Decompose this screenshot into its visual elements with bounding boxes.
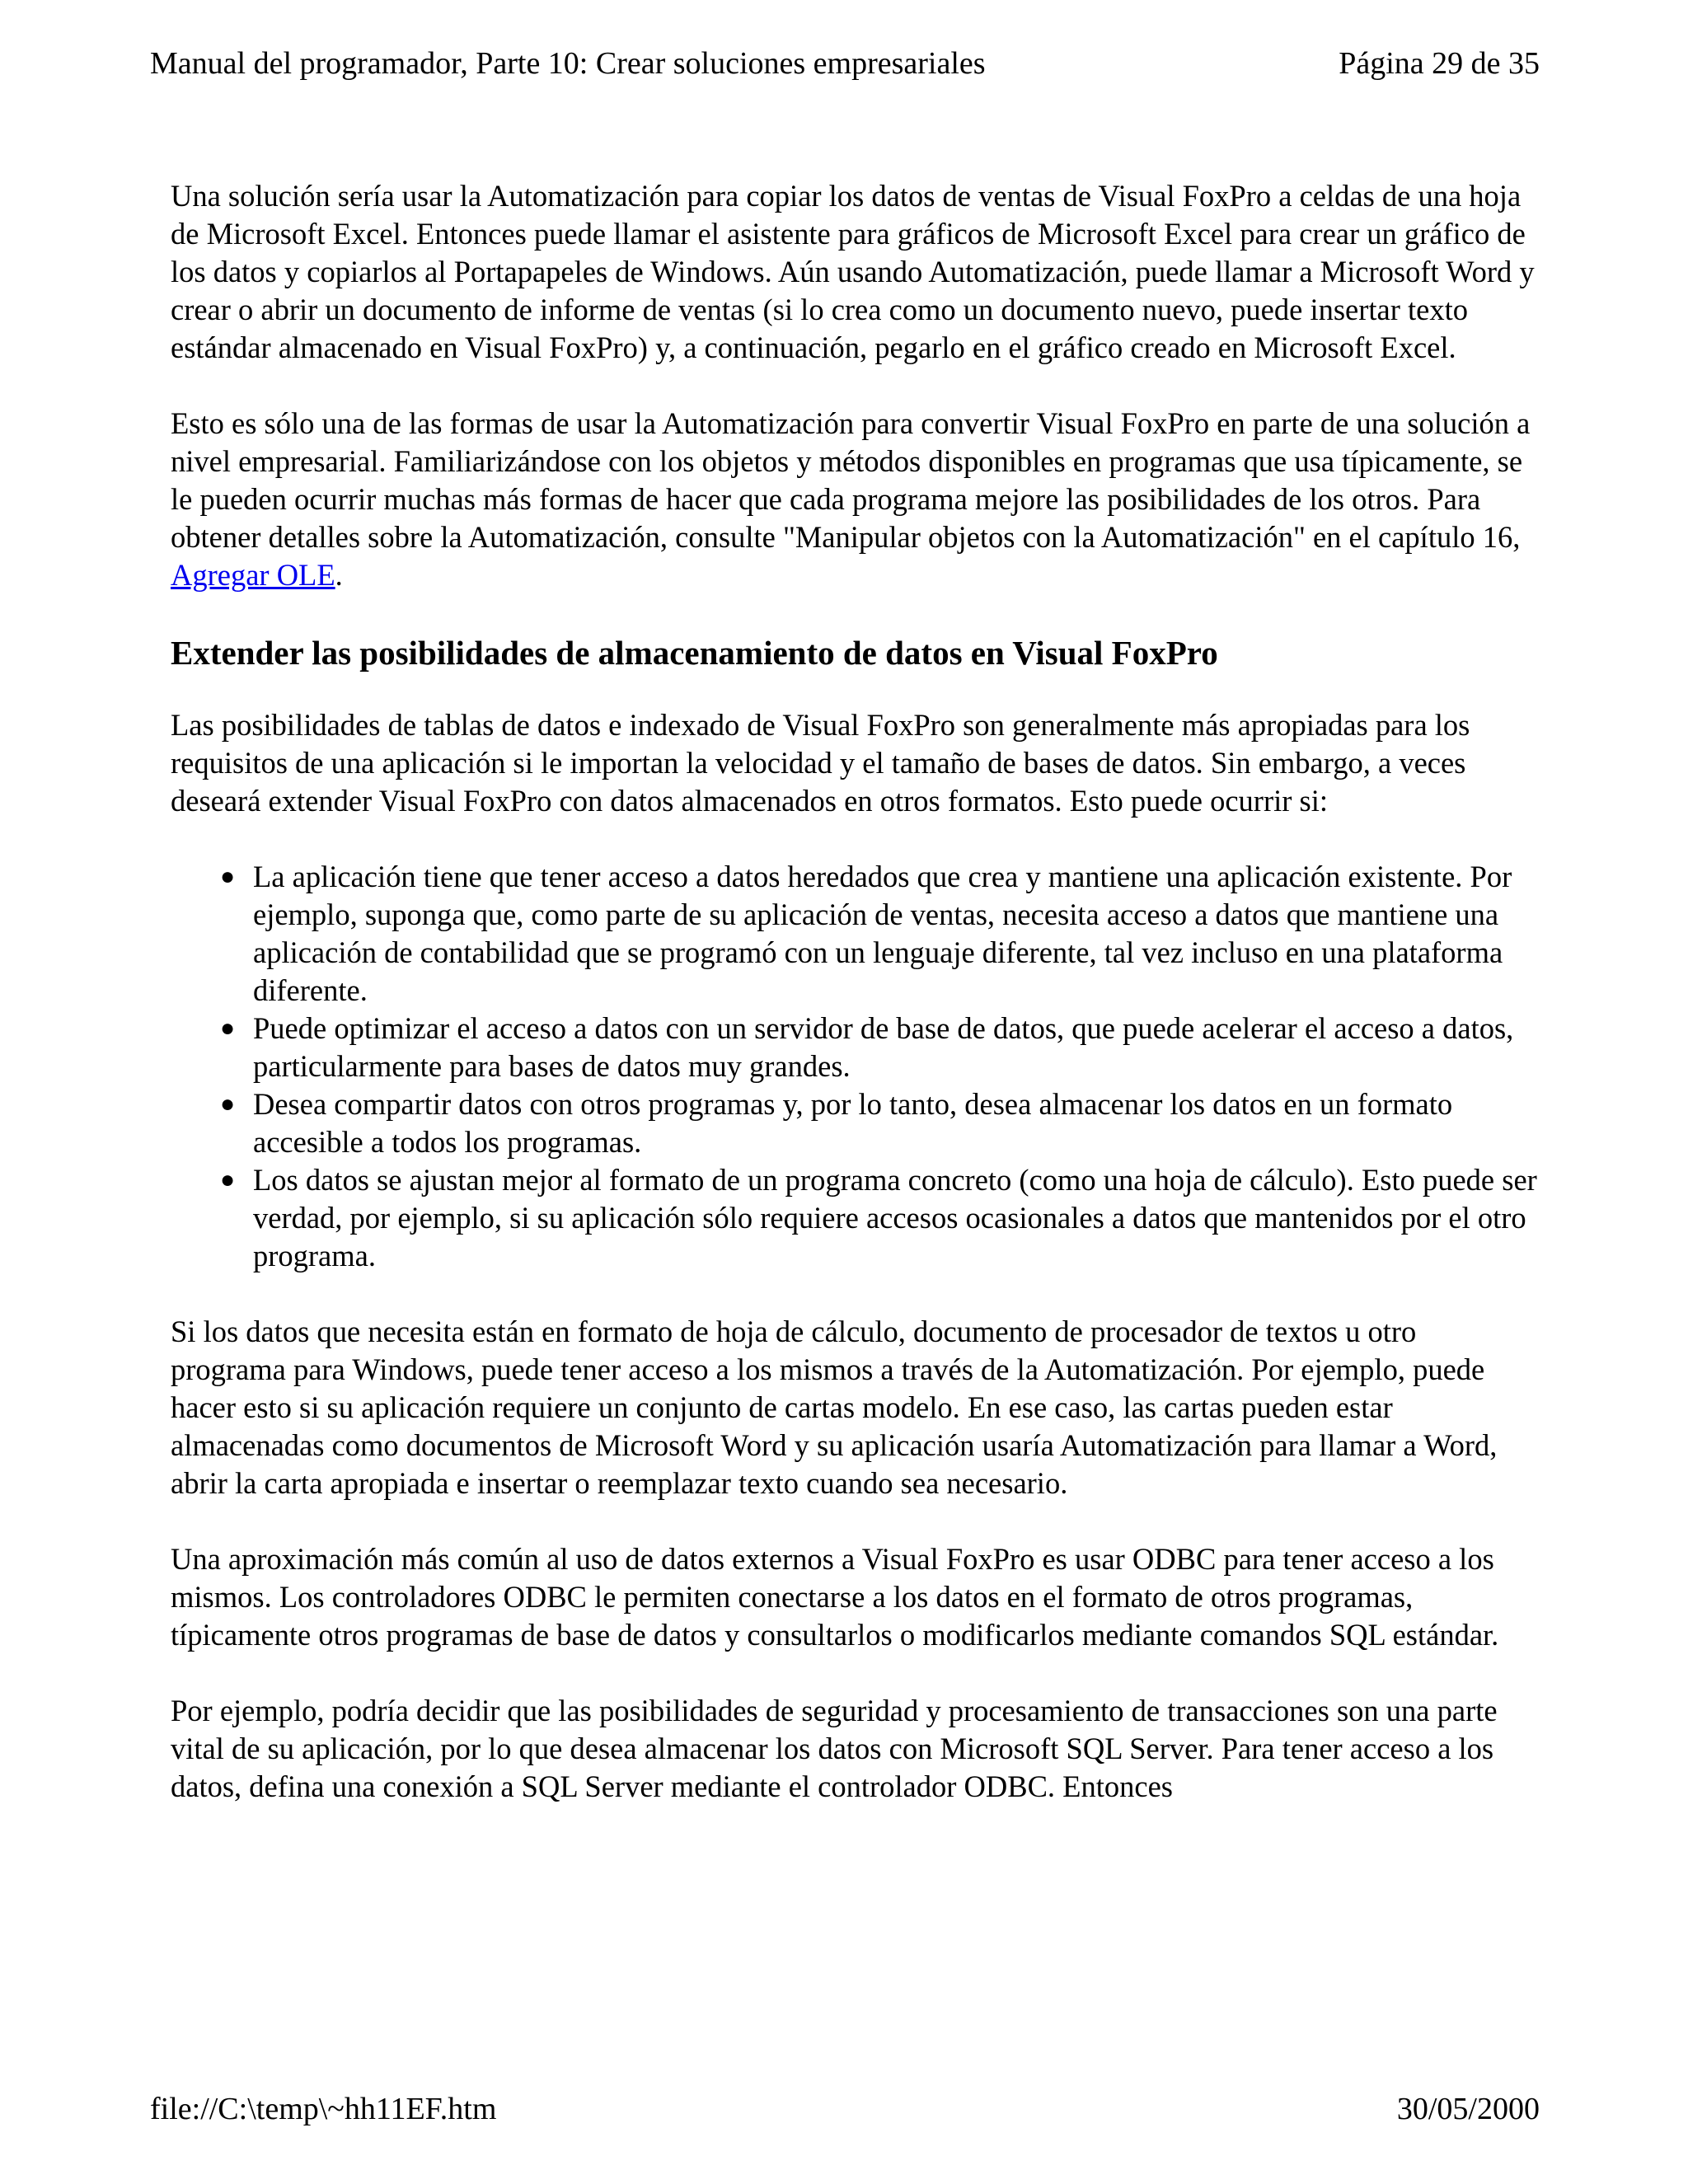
bullet-icon: ●: [220, 1166, 236, 1193]
page-number: Página 29 de 35: [1339, 46, 1540, 81]
paragraph-storage-intro: Las posibilidades de tablas de datos e indexado de Visual FoxPro son generalmente más apropiadas para los requisitos de una aplicación si le importan la velocidad y el tamaño de bases de datos. Sin embargo, a veces deseará extender Visual FoxPro con datos almacenados en otros formatos. Esto puede ocurrir si:: [171, 708, 1470, 818]
paragraph-odbc: Una aproximación más común al uso de datos externos a Visual FoxPro es usar ODBC para tener acceso a los mismos. Los controladores ODBC le permiten conectarse a los datos en el formato de otros programas, típicamente otros programas de base de datos y consultarlos o modificarlos mediante comandos SQL estándar.: [171, 1542, 1499, 1652]
paragraph-sql-server: Por ejemplo, podría decidir que las posibilidades de seguridad y procesamiento de transacciones son una parte vital de su aplicación, por lo que desea almacenar los datos con Microsoft SQL Server. Para tener acceso a los datos, defina una conexión a SQL Server mediante el controlador ODBC. Entonces: [171, 1694, 1498, 1803]
file-path: file://C:\temp\~hh11EF.htm: [150, 2092, 497, 2126]
page-footer: [150, 2093, 1540, 2125]
bullet-icon: ●: [220, 863, 236, 890]
document-body: [171, 177, 1539, 1982]
section-heading: Extender las posibilidades de almacenamiento de datos en Visual FoxPro: [171, 634, 1218, 672]
paragraph-text: Esto es sólo una de las formas de usar la Automatización para convertir Visual FoxPro en parte de una solución a nivel empresarial. Familiarizándose con los objetos y métodos disponibles en programas que usa típicamente, se le pueden ocurrir muchas más formas de hacer que cada programa mejore las posibilidades de los otros. Para obtener detalles sobre la Automatización, consulte "Manipular objetos con la Automatización" en el capítulo 16,: [171, 406, 1531, 554]
list-item-text: Desea compartir datos con otros programas y, por lo tanto, desea almacenar los datos en un formato accesible a todos los programas.: [253, 1087, 1453, 1159]
list-item-text: Puede optimizar el acceso a datos con un servidor de base de datos, que puede acelerar el acceso a datos, particularmente para bases de datos muy grandes.: [253, 1011, 1514, 1083]
list-item-text: La aplicación tiene que tener acceso a datos heredados que crea y mantiene una aplicación existente. Por ejemplo, suponga que, como parte de su aplicación de ventas, necesita acceso a datos que mantiene una aplicación de contabilidad que se programó con un lenguaje diferente, tal vez incluso en una plataforma diferente.: [253, 860, 1512, 1007]
paragraph-automation-access: Si los datos que necesita están en formato de hoja de cálculo, documento de procesador de textos u otro programa para Windows, puede tener acceso a los mismos a través de la Automatización. Por ejemplo, puede hacer esto si su aplicación requiere un conjunto de cartas modelo. En ese caso, las cartas pueden estar almacenadas como documentos de Microsoft Word y su aplicación usaría Automatización para llamar a Word, abrir la carta apropiada e insertar o reemplazar texto cuando sea necesario.: [171, 1315, 1498, 1500]
reasons-list: [171, 858, 1539, 1275]
paragraph-automation-example: Una solución sería usar la Automatización para copiar los datos de ventas de Visual FoxPro a celdas de una hoja de Microsoft Excel. Entonces puede llamar el asistente para gráficos de Microsoft Excel para crear un gráfico de los datos y copiarlos al Portapapeles de Windows. Aún usando Automatización, puede llamar a Microsoft Word y crear o abrir un documento de informe de ventas (si lo crea como un documento nuevo, puede insertar texto estándar almacenado en Visual FoxPro) y, a continuación, pegarlo en el gráfico creado en Microsoft Excel.: [171, 179, 1535, 364]
print-date: 30/05/2000: [1396, 2092, 1540, 2126]
page-header: [150, 48, 1540, 79]
paragraph-end: .: [335, 558, 343, 592]
agregar-ole-link[interactable]: Agregar OLE: [171, 558, 335, 592]
bullet-icon: ●: [220, 1015, 236, 1042]
list-item: [220, 1161, 1539, 1275]
bullet-icon: ●: [220, 1090, 236, 1118]
list-item: [220, 858, 1539, 1010]
list-item: [220, 1010, 1539, 1085]
document-title: Manual del programador, Parte 10: Crear soluciones empresariales: [150, 46, 986, 81]
list-item-text: Los datos se ajustan mejor al formato de un programa concreto (como una hoja de cálculo). Esto puede ser verdad, por ejemplo, si su aplicación sólo requiere accesos ocasionales a datos que mantenidos por el otro programa.: [253, 1163, 1537, 1272]
list-item: [220, 1085, 1539, 1161]
paragraph-automation-ways: [171, 405, 1539, 594]
